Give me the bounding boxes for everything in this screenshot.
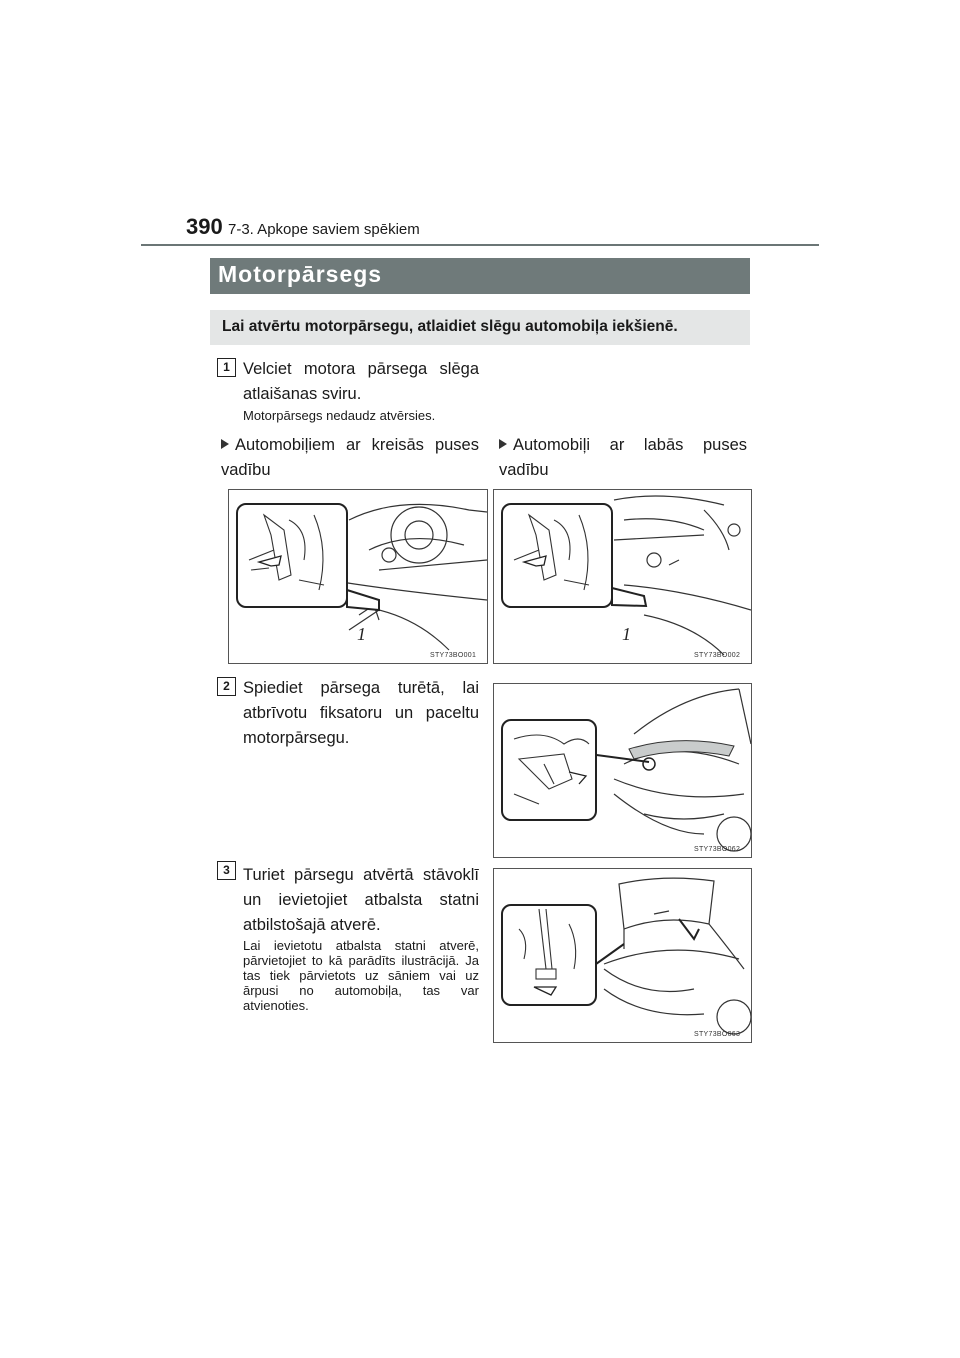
- section-title: Motorpārsegs: [218, 261, 383, 287]
- step-number-2: 2: [217, 677, 236, 696]
- page-number: 390: [186, 214, 223, 239]
- figure-code-lhd: STY73BO001: [430, 652, 477, 659]
- illustration-rhd-release-lever: [493, 489, 752, 664]
- illustration-support-rod: [493, 868, 752, 1043]
- hood-latch-drawing: [494, 684, 751, 857]
- section-path: 7-3. Apkope saviem spēkiem: [228, 221, 420, 238]
- instruction-text: Lai atvērtu motorpārsegu, atlaidiet slēgu automobiļa iekšienē.: [222, 318, 678, 335]
- callout-1-lhd: 1: [357, 624, 366, 644]
- illustration-lhd-release-lever: [228, 489, 488, 664]
- step-1-note: Motorpārsegs nedaudz atvērsies.: [243, 408, 436, 423]
- figure-code-latch: STY73BO062: [694, 846, 741, 853]
- variant-lhd-label: Automobiļiem ar kreisās puses vadību: [221, 436, 479, 479]
- callout-1-rhd: 1: [622, 624, 631, 644]
- variant-rhd-label: Automobiļi ar labās puses vadību: [499, 436, 747, 479]
- step-3-text: Turiet pārsegu atvērtā stāvoklī un ievietojiet atbalsta statni atbilstošajā atverē.: [243, 866, 479, 934]
- step-3-note: Lai ievietotu atbalsta statni atverē, pārvietojiet to kā parādīts ilustrācijā. Ja tas tiek pārvietots uz sāniem vai uz ārpusi no automobiļa, tas var atvienoties.: [243, 938, 479, 1013]
- figure-code-support-rod: STY73BO063: [694, 1031, 741, 1038]
- figure-code-rhd: STY73BO002: [694, 652, 741, 659]
- step-1-text: Velciet motora pārsega slēga atlaišanas sviru.: [243, 360, 479, 403]
- triangle-right-icon: [499, 439, 507, 449]
- step-number-1: 1: [217, 358, 236, 377]
- instruction-band: [210, 310, 750, 345]
- illustration-hood-latch: [493, 683, 752, 858]
- step-2-text: Spiediet pārsega turētā, lai atbrīvotu fiksatoru un paceltu motorpārsegu.: [243, 679, 479, 747]
- support-rod-drawing: [494, 869, 751, 1042]
- dashboard-lhd-drawing: [229, 490, 487, 663]
- dashboard-rhd-drawing: [494, 490, 751, 663]
- header-rule: [141, 244, 819, 246]
- step-number-3: 3: [217, 861, 236, 880]
- section-title-band: [210, 258, 750, 294]
- triangle-right-icon: [221, 439, 229, 449]
